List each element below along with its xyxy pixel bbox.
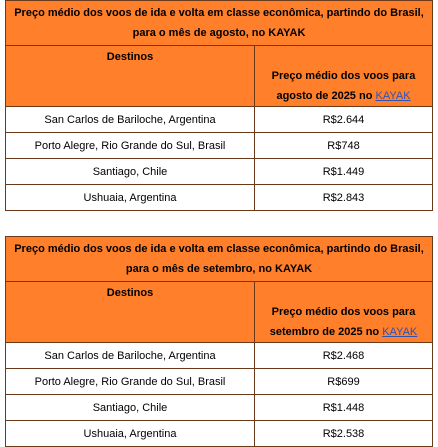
- destination-cell: Ushuaia, Argentina: [6, 421, 255, 447]
- price-table-august: [5, 0, 433, 211]
- destination-cell: San Carlos de Bariloche, Argentina: [6, 107, 255, 133]
- column-header-destinos: Destinos: [6, 282, 255, 343]
- price-cell: R$2.538: [255, 421, 433, 447]
- table-row: [6, 395, 433, 421]
- price-cell: R$2.843: [255, 185, 433, 211]
- price-table-september: [5, 236, 433, 447]
- column-header-price: [255, 282, 433, 343]
- destination-cell: Porto Alegre, Rio Grande do Sul, Brasil: [6, 133, 255, 159]
- table-row: [6, 159, 433, 185]
- table-caption: Preço médio dos voos de ida e volta em classe econômica, partindo do Brasil, para o mês de setembro, no KAYAK: [6, 237, 433, 282]
- table-caption-row: [6, 237, 433, 282]
- destination-cell: Santiago, Chile: [6, 159, 255, 185]
- column-header-price-text: Preço médio dos voos para setembro de 2025 no: [269, 306, 416, 338]
- price-cell: R$699: [255, 369, 433, 395]
- table-caption-row: [6, 1, 433, 46]
- price-cell: R$2.644: [255, 107, 433, 133]
- price-cell: R$748: [255, 133, 433, 159]
- table-caption: Preço médio dos voos de ida e volta em classe econômica, partindo do Brasil, para o mês de agosto, no KAYAK: [6, 1, 433, 46]
- destination-cell: Santiago, Chile: [6, 395, 255, 421]
- table-header-row: [6, 282, 433, 343]
- table-row: [6, 133, 433, 159]
- column-header-price-text: Preço médio dos voos para agosto de 2025 no: [271, 70, 416, 102]
- table-row: [6, 369, 433, 395]
- table-row: [6, 185, 433, 211]
- column-header-price: [255, 46, 433, 107]
- destination-cell: Ushuaia, Argentina: [6, 185, 255, 211]
- table-header-row: [6, 46, 433, 107]
- column-header-destinos: Destinos: [6, 46, 255, 107]
- price-cell: R$1.449: [255, 159, 433, 185]
- table-row: [6, 107, 433, 133]
- kayak-link[interactable]: KAYAK: [375, 90, 411, 102]
- table-row: [6, 343, 433, 369]
- destination-cell: Porto Alegre, Rio Grande do Sul, Brasil: [6, 369, 255, 395]
- destination-cell: San Carlos de Bariloche, Argentina: [6, 343, 255, 369]
- price-cell: R$1.448: [255, 395, 433, 421]
- price-cell: R$2.468: [255, 343, 433, 369]
- kayak-link[interactable]: KAYAK: [382, 326, 418, 338]
